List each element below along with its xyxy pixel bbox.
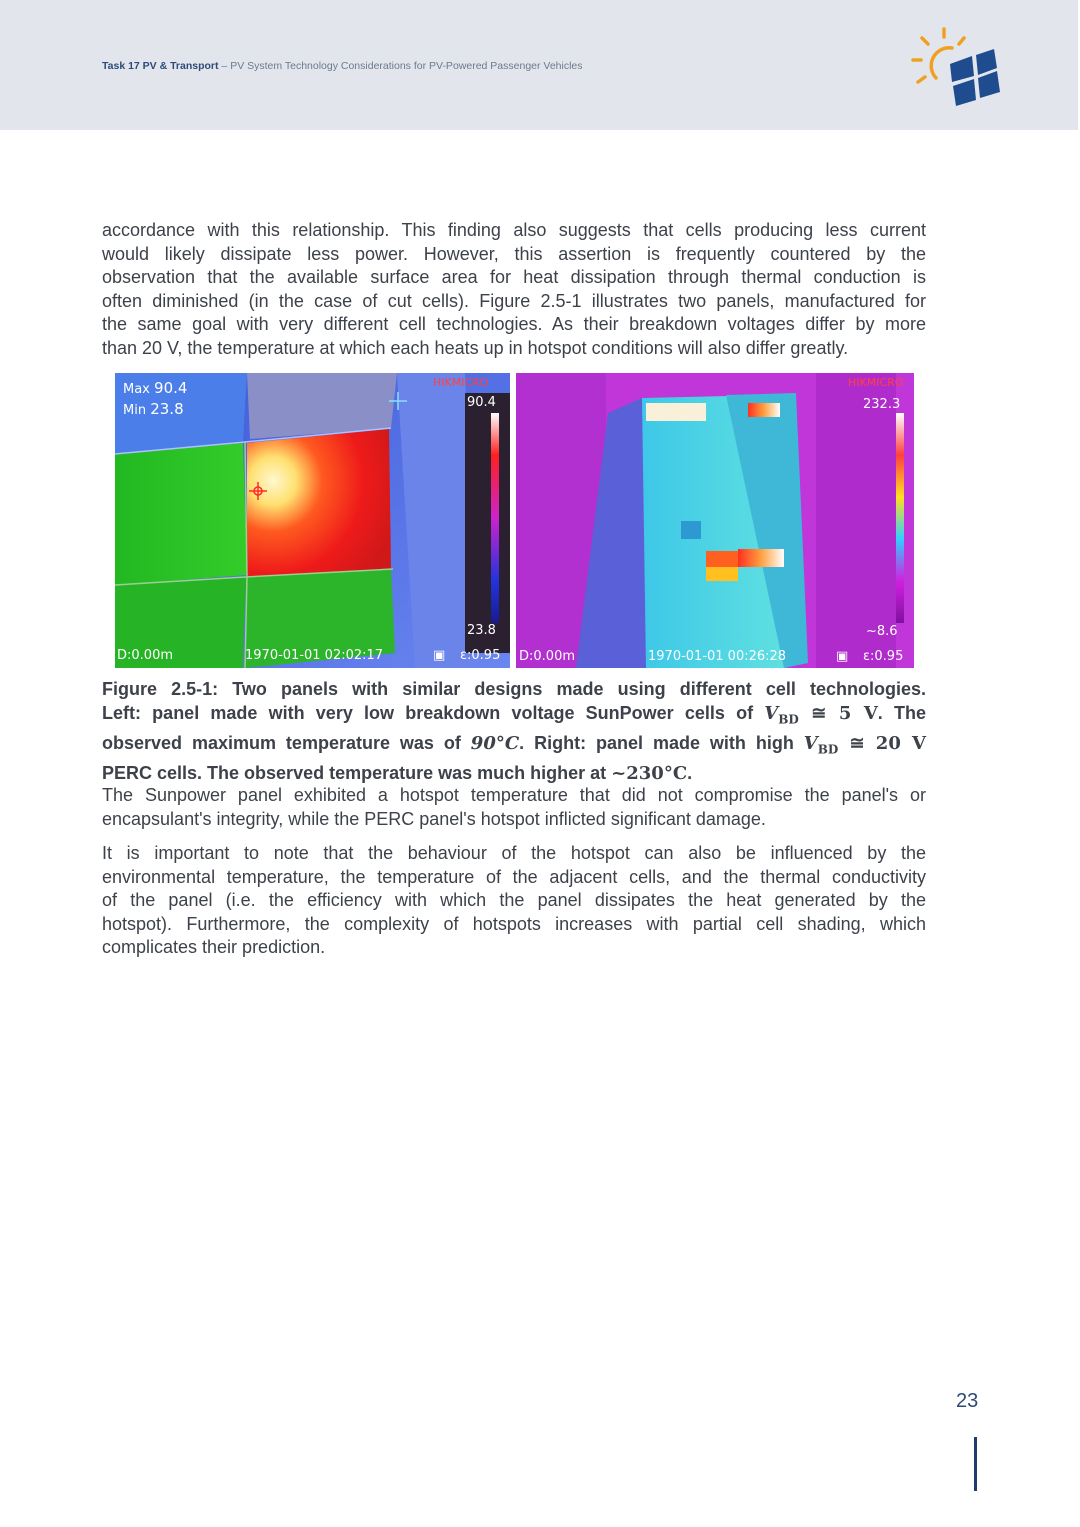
header-task-name: Task 17 PV & Transport <box>102 60 219 72</box>
scale-max-label: 232.3 <box>863 397 901 412</box>
emissivity-readout: ε:0.95 <box>460 648 501 663</box>
text-line: observation that the available surface area for heat dissipation through thermal conduction is <box>102 267 926 287</box>
text-line: would likely dissipate less power. However, this assertion is frequently countered by the <box>102 243 926 264</box>
thermal-image-sunpower-panel <box>115 373 510 668</box>
caption-text: . Right: panel made with high <box>519 732 804 753</box>
math-value: ≅ 5 V <box>798 702 878 724</box>
text-line: environmental temperature, the temperature of the adjacent cells, and the thermal conductivity <box>102 866 926 887</box>
text-line: than 20 V, the temperature at which each heats up in hotspot conditions will also differ greatly. <box>102 337 849 358</box>
math-subscript: BD <box>778 712 799 727</box>
settings-icon: ▣ <box>836 649 849 664</box>
caption-line: Figure 2.5-1: Two panels with similar designs made using different cell technologies. <box>102 679 926 699</box>
page-header <box>0 0 1078 130</box>
max-label: Max <box>123 382 150 397</box>
caption-line <box>102 762 926 786</box>
settings-icon: ▣ <box>433 648 446 663</box>
distance-readout: D:0.00m <box>117 648 173 663</box>
scale-max-label: 90.4 <box>467 395 496 410</box>
caption-text: PERC cells. The observed temperature was much higher at <box>102 762 612 783</box>
caption-line <box>102 702 926 732</box>
thermal-image-perc-panel <box>516 373 914 668</box>
text-line: often diminished (in the case of cut cells). Figure 2.5-1 illustrates two panels, manufactured for <box>102 290 926 311</box>
caption-text: Left: panel made with very low breakdown voltage SunPower cells of <box>102 702 765 723</box>
paragraph-sunpower-vs-perc <box>102 784 926 831</box>
math-value: ≅ 20 V <box>838 732 927 754</box>
distance-readout: D:0.00m <box>519 649 575 664</box>
min-label: Min <box>123 403 147 418</box>
text-line: hotspot). Furthermore, the complexity of hotspots increases with partial cell shading, which <box>102 913 926 934</box>
math-v: V <box>803 732 818 754</box>
max-value: 90.4 <box>154 379 188 397</box>
paragraph-hotspot-current <box>102 219 926 360</box>
math-subscript: BD <box>817 742 839 757</box>
math-value: ~230°C <box>611 762 688 784</box>
scale-min-label: 23.8 <box>467 623 496 638</box>
page-number: 23 <box>956 1390 979 1412</box>
paragraph-hotspot-factors <box>102 842 926 960</box>
timestamp: 1970-01-01 00:26:28 <box>648 649 787 664</box>
caption-text: . <box>687 762 693 783</box>
text-line: encapsulant's integrity, while the PERC panel's hotspot inflicted significant damage. <box>102 808 766 829</box>
brand-watermark: HIKMICRO <box>433 376 489 389</box>
page-number-bar <box>974 1437 977 1491</box>
text-line: complicates their prediction. <box>102 937 326 957</box>
text-line: the same goal with very different cell technologies. As their breakdown voltages differ by more <box>102 314 926 334</box>
text-line: It is important to note that the behaviour of the hotspot can also be influenced by the <box>102 843 926 863</box>
text-line: accordance with this relationship. This finding also suggests that cells producing less current <box>102 220 926 240</box>
caption-text: . The <box>877 702 926 723</box>
caption-text: observed maximum temperature was of <box>102 732 471 753</box>
sun-solar-panel-logo <box>908 26 1002 110</box>
header-subtitle: – PV System Technology Considerations for PV-Powered Passenger Vehicles <box>218 60 583 72</box>
brand-watermark: HIKMICRO <box>848 376 904 389</box>
figure-caption <box>102 678 926 785</box>
header-title <box>102 60 583 72</box>
text-line: of the panel (i.e. the efficiency with which the panel dissipates the heat generated by the <box>102 890 926 910</box>
max-temp-readout <box>123 379 187 397</box>
math-value: 90°C <box>470 732 520 754</box>
caption-line <box>102 732 926 762</box>
min-temp-readout <box>123 400 184 418</box>
emissivity-readout: ε:0.95 <box>863 649 904 664</box>
scale-min-label: ~8.6 <box>866 624 898 639</box>
text-line: The Sunpower panel exhibited a hotspot temperature that did not compromise the panel's or <box>102 785 926 805</box>
math-v: V <box>764 702 779 724</box>
min-value: 23.8 <box>150 400 184 418</box>
timestamp: 1970-01-01 02:02:17 <box>245 648 384 663</box>
